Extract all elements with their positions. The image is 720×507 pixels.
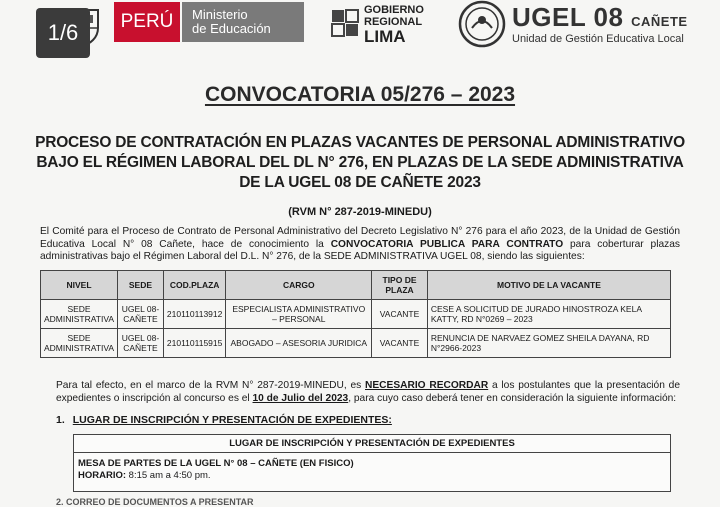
- peru-label: PERÚ: [114, 2, 180, 42]
- cell-motivo: CESE A SOLICITUD DE JURADO HINOSTROZA KELA KATTY, RD N°0269 – 2023: [427, 300, 670, 329]
- document-heading: PROCESO DE CONTRATACIÓN EN PLAZAS VACANTES DE PERSONAL ADMINISTRATIVO BAJO EL RÉGIMEN LABORAL DEL DL N° 276, EN PLAZAS DE LA SEDE ADMINISTRATIVA DE LA UGEL 08 DE CAÑETE 2023: [35, 134, 685, 191]
- inscription-hours: HORARIO: 8:15 am a 4:50 pm.: [78, 470, 211, 481]
- cell-sede: UGEL 08-CAÑETE: [118, 300, 164, 329]
- reminder-emphasis: NECESARIO RECORDAR: [365, 380, 489, 391]
- document-title: CONVOCATORIA 05/276 – 2023: [204, 83, 516, 106]
- cell-cargo: ESPECIALISTA ADMINISTRATIVO – PERSONAL: [226, 300, 372, 329]
- cell-nivel: SEDE ADMINISTRATIVA: [41, 329, 118, 358]
- intro-emphasis: CONVOCATORIA PUBLICA PARA CONTRATO: [330, 238, 564, 250]
- cell-cod-plaza: 210110115915: [163, 329, 225, 358]
- col-header-cargo: CARGO: [226, 271, 372, 300]
- table-row: [41, 300, 671, 329]
- cell-motivo: RENUNCIA DE NARVAEZ GOMEZ SHEILA DAYANA, RD N°2966-2023: [427, 329, 670, 358]
- ugel-title: UGEL 08 CAÑETE: [512, 2, 688, 32]
- ugel-city: CAÑETE: [631, 14, 688, 29]
- col-header-sede: SEDE: [118, 271, 164, 300]
- cell-cargo: ABOGADO – ASESORIA JURIDICA: [226, 329, 372, 358]
- cell-nivel: SEDE ADMINISTRATIVA: [41, 300, 118, 329]
- submission-date: 10 de Julio del 2023: [252, 392, 349, 404]
- col-header-motivo: MOTIVO DE LA VACANTE: [427, 271, 670, 300]
- header-logos: [60, 0, 688, 55]
- section-1-label: LUGAR DE INSCRIPCIÓN Y PRESENTACIÓN DE EXPEDIENTES:: [72, 414, 392, 426]
- cell-cod-plaza: 210110113912: [163, 300, 225, 329]
- cell-tipo-plaza: VACANTE: [372, 300, 428, 329]
- ugel-logo: [458, 0, 688, 52]
- gore-line-1: GOBIERNO: [364, 4, 424, 16]
- ugel-subtitle: Unidad de Gestión Educativa Local: [512, 33, 684, 45]
- intro-paragraph: El Comité para el Proceso de Contrato de Personal Administrativo del Decreto Legislativo N° 276 para el año 2023, de la Unidad de Gestión Educativa Local N° 08 Cañete, hace de conocimiento la CONVOCATORIA PUBLICA PARA CONTRATO para coberturar plazas administrativas bajo el Régimen Laboral del D.L. N° 276, de la SEDE ADMINISTRATIVA UGEL 08, siendo las siguientes:: [40, 226, 680, 262]
- cell-tipo-plaza: VACANTE: [372, 329, 428, 358]
- rvm-reference: (RVM N° 287-2019-MINEDU): [288, 206, 432, 218]
- ministry-label: [182, 2, 304, 42]
- vacancy-table: [40, 270, 671, 358]
- gore-line-2: REGIONAL: [364, 16, 423, 28]
- inscription-place: MESA DE PARTES DE LA UGEL N° 08 – CAÑETE (EN FISICO): [78, 458, 354, 469]
- ministry-line-1: Ministerio: [192, 7, 248, 22]
- table-row: [41, 329, 671, 358]
- reminder-paragraph: Para tal efecto, en el marco de la RVM N° 287-2019-MINEDU, es NECESARIO RECORDAR a los postulantes que la presentación de expedientes o inscripción al concurso es el 10 de Julio del 2023, para cuyo caso deberá tener en consideración la siguiente información:: [56, 380, 680, 404]
- cell-sede: UGEL 08-CAÑETE: [118, 329, 164, 358]
- table-header-row: [41, 271, 671, 300]
- col-header-cod-plaza: COD.PLAZA: [163, 271, 225, 300]
- gore-line-3: LIMA: [364, 27, 406, 46]
- gobierno-regional-logo: [330, 2, 430, 46]
- col-header-nivel: NIVEL: [41, 271, 118, 300]
- page-counter: 1/6: [36, 8, 90, 58]
- section-1-heading: 1. LUGAR DE INSCRIPCIÓN Y PRESENTACIÓN DE EXPEDIENTES:: [56, 414, 392, 426]
- ministry-line-2: de Educación: [192, 21, 271, 36]
- section-2-heading-partial: 2. CORREO DE DOCUMENTOS A PRESENTAR: [56, 497, 254, 507]
- col-header-tipo-plaza: TIPO DE PLAZA: [372, 271, 428, 300]
- inscription-place-box: [73, 434, 671, 492]
- gore-emblem-icon: [330, 8, 360, 38]
- inscription-box-header: LUGAR DE INSCRIPCIÓN Y PRESENTACIÓN DE EXPEDIENTES: [74, 435, 670, 453]
- ugel-seal-icon: [458, 0, 506, 48]
